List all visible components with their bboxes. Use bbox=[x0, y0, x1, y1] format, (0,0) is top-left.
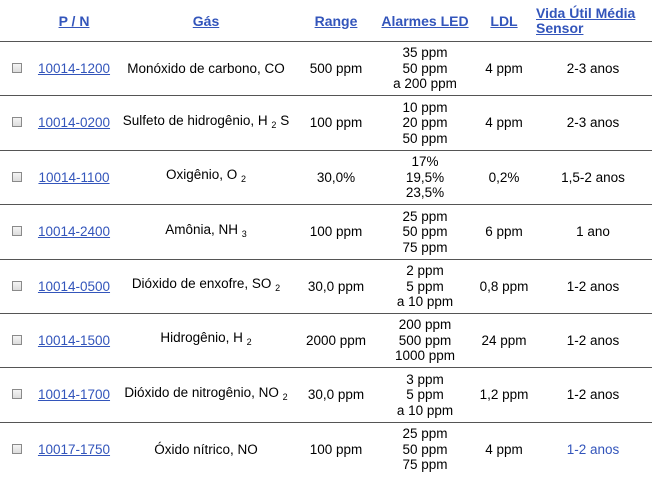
table-row bbox=[0, 96, 652, 150]
alarm-level: a 200 ppm bbox=[393, 76, 457, 92]
gas-name: Monóxido de carbono, CO bbox=[127, 60, 285, 76]
gas-subscript: 2 bbox=[282, 391, 288, 402]
ldl-cell: 24 ppm bbox=[481, 332, 527, 348]
alarms-cell bbox=[376, 422, 474, 476]
ldl-cell: 4 ppm bbox=[485, 60, 523, 76]
header-alarms[interactable] bbox=[376, 0, 474, 42]
pn-cell bbox=[32, 96, 116, 150]
gas-subscript: 2 bbox=[246, 337, 252, 348]
gas-name: Oxigênio, O bbox=[165, 167, 238, 183]
ldl-cell: 1,2 ppm bbox=[479, 387, 529, 403]
ldl-cell: 4 ppm bbox=[485, 441, 523, 457]
range-cell: 100 ppm bbox=[309, 115, 363, 131]
header-gas[interactable] bbox=[116, 0, 296, 42]
row-checkbox-cell bbox=[0, 42, 32, 96]
part-number-link[interactable]: 10017-1750 bbox=[37, 441, 111, 457]
row-checkbox-cell bbox=[0, 313, 32, 367]
part-number-link[interactable]: 10014-1200 bbox=[37, 60, 111, 76]
alarms-cell bbox=[376, 205, 474, 259]
row-checkbox-cell bbox=[0, 368, 32, 422]
gas-subscript: 2 bbox=[241, 174, 247, 185]
gas-cell bbox=[116, 42, 296, 96]
part-number-link[interactable]: 10014-1100 bbox=[38, 169, 110, 185]
alarm-level: a 10 ppm bbox=[396, 294, 454, 309]
pn-cell bbox=[32, 150, 116, 204]
range-cell: 100 ppm bbox=[309, 441, 363, 457]
lifetime-cell: 2-3 anos bbox=[566, 115, 620, 131]
alarm-level: 1000 ppm bbox=[394, 348, 456, 364]
alarm-level: 50 ppm bbox=[402, 441, 448, 457]
alarm-level: 17% bbox=[411, 154, 439, 170]
row-checkbox-cell bbox=[0, 96, 32, 150]
sort-link-gas[interactable]: Gás bbox=[192, 12, 220, 29]
row-checkbox-cell bbox=[0, 150, 32, 204]
part-number-link[interactable]: 10014-2400 bbox=[37, 224, 111, 240]
alarm-level: 19,5% bbox=[405, 169, 445, 185]
gas-cell bbox=[116, 96, 296, 150]
gas-cell bbox=[116, 422, 296, 476]
gas-name: Amônia, NH bbox=[165, 221, 238, 237]
alarm-level: 10 ppm bbox=[402, 99, 448, 115]
gas-cell bbox=[116, 259, 296, 313]
pn-cell bbox=[32, 259, 116, 313]
part-number-link[interactable]: 10014-1500 bbox=[37, 332, 111, 348]
header-checkbox-cell bbox=[0, 0, 32, 42]
alarm-level: 5 ppm bbox=[406, 387, 444, 403]
alarms-cell bbox=[376, 259, 474, 313]
range-cell: 30,0% bbox=[316, 169, 356, 185]
sort-link-alarms[interactable]: Alarmes LED bbox=[381, 12, 469, 29]
alarm-level: 35 ppm bbox=[402, 45, 448, 61]
lifetime-cell: 1-2 anos bbox=[566, 387, 620, 403]
lifetime-cell: 1 ano bbox=[576, 224, 610, 240]
gas-cell bbox=[116, 150, 296, 204]
lifetime-cell: 2-3 anos bbox=[566, 60, 620, 76]
row-checkbox[interactable] bbox=[12, 226, 22, 236]
alarm-level: 75 ppm bbox=[402, 239, 448, 255]
sort-link-pn[interactable]: P / N bbox=[58, 12, 90, 29]
alarm-level: 25 ppm bbox=[402, 426, 448, 442]
table-row bbox=[0, 259, 652, 313]
alarm-level: 3 ppm bbox=[406, 371, 444, 387]
gas-name: Óxido nítrico, NO bbox=[154, 441, 258, 457]
alarm-level: 5 ppm bbox=[406, 278, 444, 294]
row-checkbox[interactable] bbox=[12, 389, 22, 399]
part-number-link[interactable]: 10014-1700 bbox=[37, 387, 111, 403]
pn-cell bbox=[32, 422, 116, 476]
sort-link-ldl[interactable]: LDL bbox=[490, 12, 518, 29]
range-cell: 500 ppm bbox=[309, 60, 363, 76]
alarm-level: 25 ppm bbox=[402, 208, 448, 224]
range-cell: 30,0 ppm bbox=[307, 278, 365, 294]
part-number-link[interactable]: 10014-0200 bbox=[37, 115, 111, 131]
row-checkbox[interactable] bbox=[12, 444, 22, 454]
range-cell: 2000 ppm bbox=[305, 332, 367, 348]
table-row bbox=[0, 313, 652, 367]
gas-name: Sulfeto de hidrogênio, H bbox=[122, 112, 268, 128]
alarm-level: 2 ppm bbox=[406, 263, 444, 278]
alarms-cell bbox=[376, 42, 474, 96]
row-checkbox[interactable] bbox=[12, 172, 22, 182]
alarm-level: 50 ppm bbox=[402, 130, 448, 146]
alarm-level: 23,5% bbox=[405, 185, 445, 201]
alarm-level: 50 ppm bbox=[402, 60, 448, 76]
range-cell: 30,0 ppm bbox=[307, 387, 365, 403]
table-row bbox=[0, 205, 652, 259]
alarm-level: 20 ppm bbox=[402, 115, 448, 131]
row-checkbox-cell bbox=[0, 205, 32, 259]
ldl-cell: 0,8 ppm bbox=[479, 278, 529, 294]
table-row bbox=[0, 368, 652, 422]
alarm-level: 200 ppm bbox=[398, 317, 452, 333]
gas-name: Dióxido de enxofre, SO bbox=[131, 276, 272, 291]
ldl-cell: 0,2% bbox=[488, 169, 520, 185]
alarms-cell bbox=[376, 368, 474, 422]
row-checkbox[interactable] bbox=[12, 281, 22, 291]
table-row bbox=[0, 150, 652, 204]
table-row bbox=[0, 42, 652, 96]
lifetime-cell: 1,5-2 anos bbox=[561, 169, 625, 185]
row-checkbox[interactable] bbox=[12, 117, 22, 127]
alarm-level: 50 ppm bbox=[402, 224, 448, 240]
row-checkbox-cell bbox=[0, 422, 32, 476]
header-pn[interactable] bbox=[32, 0, 116, 42]
alarms-cell bbox=[376, 313, 474, 367]
pn-cell bbox=[32, 368, 116, 422]
part-number-link[interactable]: 10014-0500 bbox=[37, 278, 111, 294]
sort-link-lifetime[interactable]: Vida Útil Média Sensor bbox=[536, 4, 636, 36]
header-lifetime[interactable] bbox=[534, 0, 652, 42]
gas-suffix: S bbox=[276, 112, 290, 128]
lifetime-cell: 1-2 anos bbox=[566, 332, 620, 348]
table-row bbox=[0, 422, 652, 476]
lifetime-cell: 1-2 anos bbox=[566, 278, 620, 294]
gas-cell bbox=[116, 313, 296, 367]
row-checkbox[interactable] bbox=[12, 335, 22, 345]
header-ldl[interactable] bbox=[474, 0, 534, 42]
range-cell: 100 ppm bbox=[309, 224, 363, 240]
sort-link-range[interactable]: Range bbox=[314, 12, 358, 29]
pn-cell bbox=[32, 42, 116, 96]
gas-subscript: 2 bbox=[275, 283, 281, 293]
gas-cell bbox=[116, 368, 296, 422]
pn-cell bbox=[32, 313, 116, 367]
ldl-cell: 6 ppm bbox=[485, 224, 523, 240]
row-checkbox-cell bbox=[0, 259, 32, 313]
header-range[interactable] bbox=[296, 0, 376, 42]
alarm-level: 500 ppm bbox=[398, 332, 452, 348]
gas-cell bbox=[116, 205, 296, 259]
lifetime-cell: 1-2 anos bbox=[566, 441, 620, 457]
gas-subscript: 2 bbox=[271, 119, 277, 130]
table-header-row bbox=[0, 0, 652, 42]
gas-name: Dióxido de nitrogênio, NO bbox=[124, 384, 279, 400]
pn-cell bbox=[32, 205, 116, 259]
gas-name: Hidrogênio, H bbox=[160, 330, 243, 346]
ldl-cell: 4 ppm bbox=[485, 115, 523, 131]
gas-subscript: 3 bbox=[241, 228, 247, 239]
alarms-cell bbox=[376, 96, 474, 150]
alarm-level: 75 ppm bbox=[402, 457, 448, 473]
row-checkbox[interactable] bbox=[12, 63, 22, 73]
alarms-cell bbox=[376, 150, 474, 204]
alarm-level: a 10 ppm bbox=[396, 402, 454, 418]
